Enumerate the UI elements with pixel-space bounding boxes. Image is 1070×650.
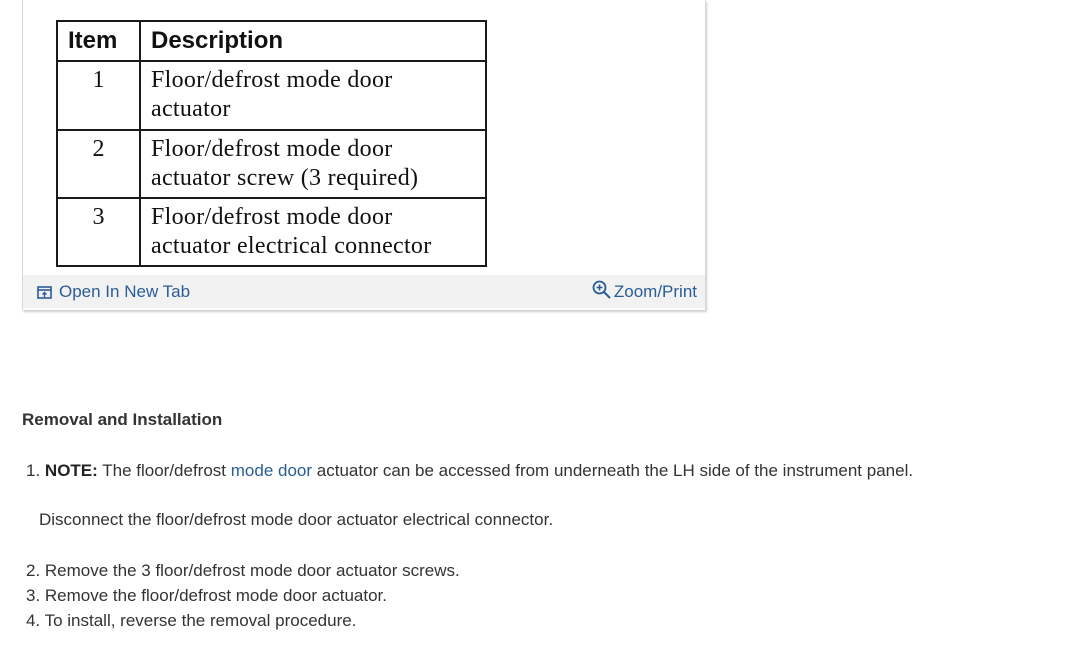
section-heading: Removal and Installation [22, 410, 223, 429]
item-number: 2 [57, 130, 140, 198]
description-line: actuator electrical connector [151, 233, 432, 259]
list-item: 3. Remove the floor/defrost mode door actuator. [26, 586, 387, 605]
description-line: Floor/defrost mode door [151, 67, 393, 93]
item-description [140, 130, 486, 198]
column-header-item: Item [57, 21, 140, 61]
description-line: Floor/defrost mode door [151, 204, 393, 230]
note-label: NOTE: [44, 461, 98, 480]
note-text: The floor/defrost [102, 461, 227, 480]
list-item: 4. To install, reverse the removal procedure. [26, 611, 357, 630]
zoom-print-label: Zoom/Print [613, 282, 697, 301]
item-number: 3 [57, 198, 140, 266]
figure-footer [23, 275, 705, 308]
item-description [140, 61, 486, 130]
note-text: actuator can be accessed from underneath the LH side of the instrument panel. [316, 461, 914, 480]
mode-door-link[interactable]: mode door [230, 461, 313, 480]
legend-table [56, 20, 487, 267]
table-row [57, 198, 486, 266]
description-line: actuator [151, 96, 231, 122]
description-line: Floor/defrost mode door [151, 136, 393, 162]
step-number: 1. [26, 461, 41, 480]
open-in-new-tab-icon [37, 286, 52, 299]
step-1-line [26, 460, 1066, 485]
step-1-instruction: Disconnect the floor/defrost mode door actuator electrical connector. [39, 510, 554, 529]
steps-list [26, 560, 460, 635]
open-in-new-tab-link[interactable] [37, 282, 190, 302]
step-1 [26, 460, 1066, 485]
legend-header-row [57, 21, 486, 61]
table-row [57, 130, 486, 198]
figure-card [22, 0, 706, 310]
zoom-print-link[interactable] [592, 282, 697, 302]
item-number: 1 [57, 61, 140, 130]
zoom-in-icon [592, 280, 611, 299]
list-item: 2. Remove the 3 floor/defrost mode door actuator screws. [26, 561, 460, 580]
table-row [57, 61, 486, 130]
open-in-new-tab-label: Open In New Tab [59, 282, 191, 301]
column-header-description: Description [140, 21, 486, 61]
item-description [140, 198, 486, 266]
description-line: actuator screw (3 required) [151, 165, 419, 191]
